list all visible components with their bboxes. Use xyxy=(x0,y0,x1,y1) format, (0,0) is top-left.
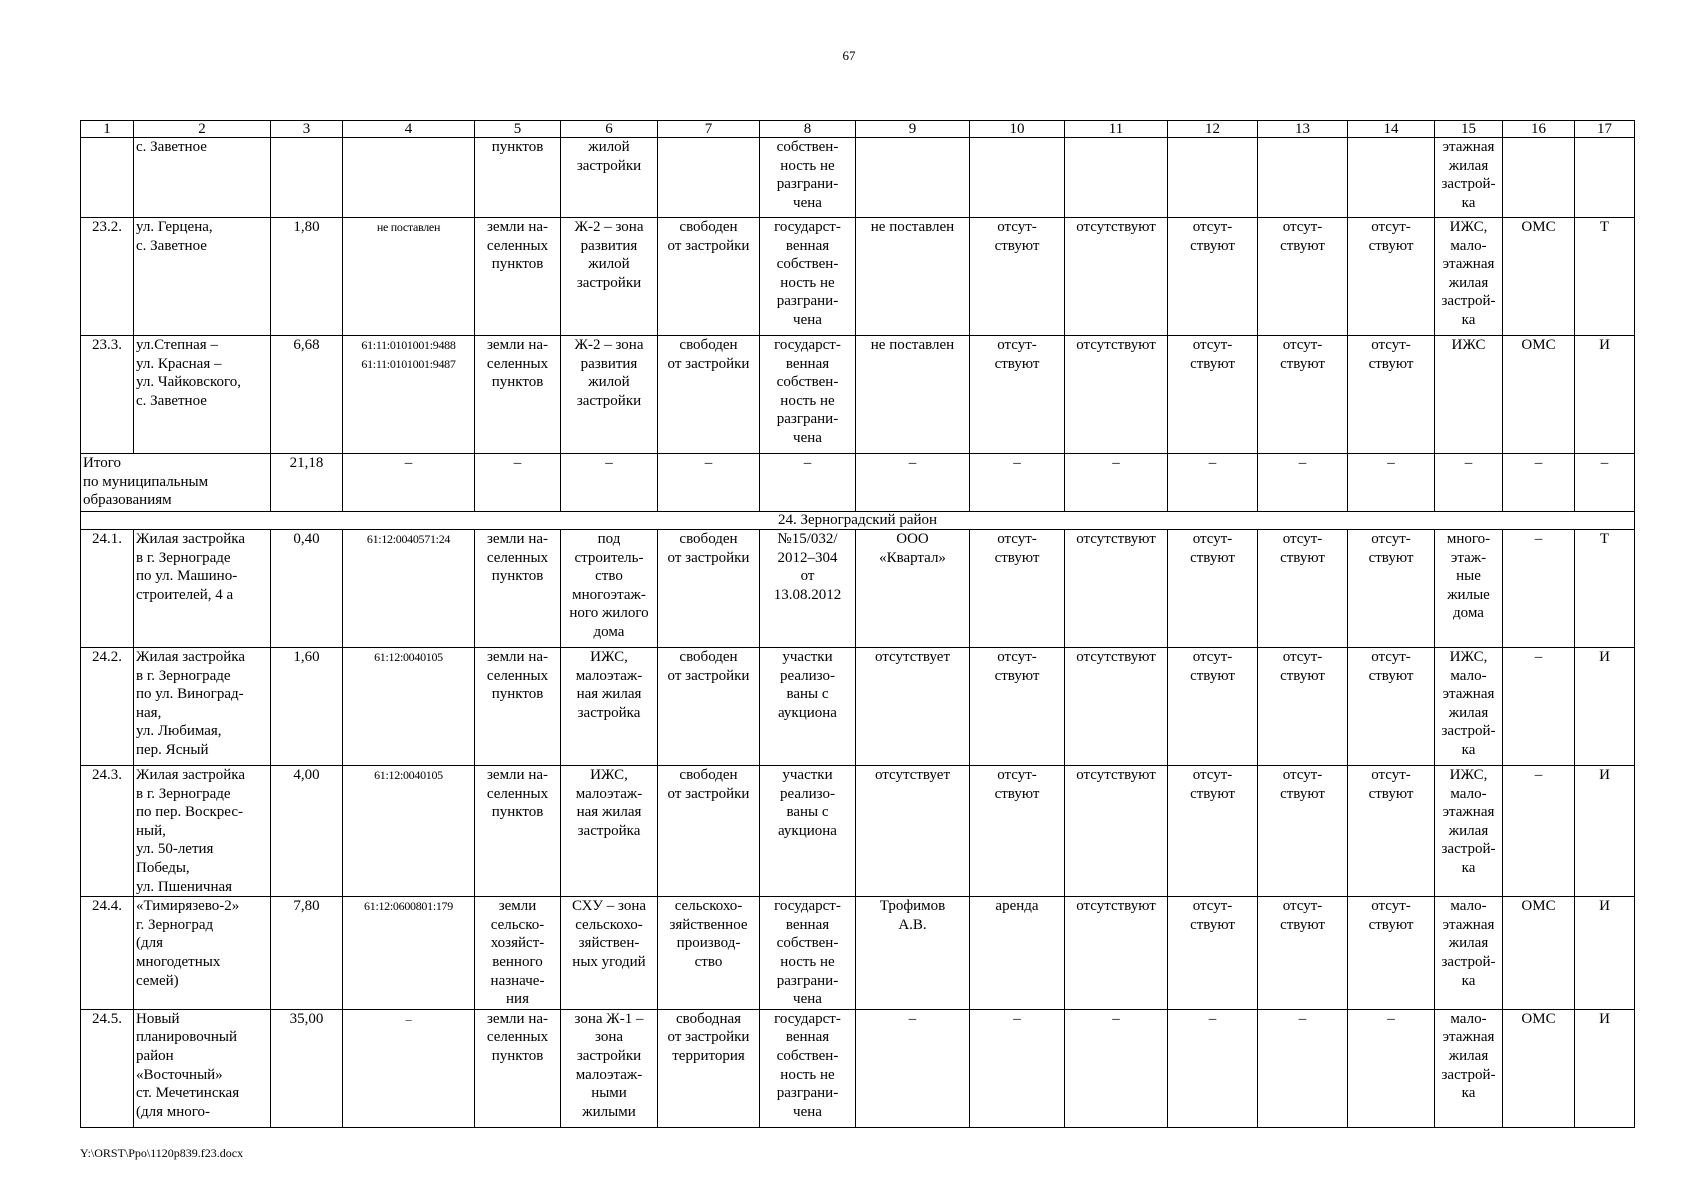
cell-zone: под строитель- ство многоэтаж- ного жилого дома xyxy=(561,530,658,648)
cell-location: Жилая застройка в г. Зернограде по пер. Воскрес- ный, ул. 50-летия Победы, ул. Пшеничная xyxy=(134,766,271,897)
total-label: Итого по муниципальным образованиям xyxy=(81,454,271,512)
cell-type: И xyxy=(1575,336,1635,454)
cell-authority: – xyxy=(1503,530,1575,648)
cell-land-category: пунктов xyxy=(475,138,561,218)
cell-col-13: отсут- ствуют xyxy=(1258,218,1348,336)
cell-col-12: отсут- ствуют xyxy=(1168,897,1258,1010)
cell-location: Жилая застройка в г. Зернограде по ул. Машино- строителей, 4 а xyxy=(134,530,271,648)
cell-row-number: 24.1. xyxy=(81,530,134,648)
cell-area: 1,60 xyxy=(271,648,343,766)
cell-land-category: земли на- селенных пунктов xyxy=(475,530,561,648)
cell-zone: жилой застройки xyxy=(561,138,658,218)
cell-usage-status: свободен от застройки xyxy=(658,766,760,897)
cell-ownership: участки реализо- ваны с аукциона xyxy=(760,648,856,766)
cell-permitted-use: ИЖС xyxy=(1435,336,1503,454)
cell-encumbrances: отсут- ствуют xyxy=(970,530,1065,648)
land-plots-table xyxy=(80,120,1635,1128)
table-row xyxy=(81,530,1635,648)
cell-ownership: участки реализо- ваны с аукциона xyxy=(760,766,856,897)
cell-col-12: отсут- ствуют xyxy=(1168,336,1258,454)
cell-zone: Ж-2 – зона развития жилой застройки xyxy=(561,336,658,454)
cell-right-holder: не поставлен xyxy=(856,336,970,454)
cell-authority: ОМС xyxy=(1503,897,1575,1010)
cell-land-category: земли на- селенных пунктов xyxy=(475,336,561,454)
cell-right-holder xyxy=(856,138,970,218)
cell-row-number: 24.3. xyxy=(81,766,134,897)
cell-col-12: отсут- ствуют xyxy=(1168,648,1258,766)
cell-encumbrances: отсут- ствуют xyxy=(970,766,1065,897)
cell-usage-status: свободен от застройки xyxy=(658,530,760,648)
cell-land-category: земли на- селенных пунктов xyxy=(475,1009,561,1127)
file-path-footer: Y:\ORST\Ppo\1120p839.f23.docx xyxy=(80,1146,244,1160)
cell-right-holder: отсутствует xyxy=(856,648,970,766)
cell-ownership: собствен- ность не разграни- чена xyxy=(760,138,856,218)
cell-authority: ОМС xyxy=(1503,218,1575,336)
cell-col-13: отсут- ствуют xyxy=(1258,766,1348,897)
cell-location: ул.Степная – ул. Красная – ул. Чайковского, с. Заветное xyxy=(134,336,271,454)
cell-right-holder: не поставлен xyxy=(856,218,970,336)
cell-encumbrances xyxy=(970,138,1065,218)
cell-ownership: государст- венная собствен- ность не разграни- чена xyxy=(760,336,856,454)
cell-col-13: отсут- ствуют xyxy=(1258,897,1348,1010)
table-row xyxy=(81,218,1635,336)
table-row xyxy=(81,648,1635,766)
cell-type: Т xyxy=(1575,530,1635,648)
cell-location: Жилая застройка в г. Зернограде по ул. Виноград- ная, ул. Любимая, пер. Ясный xyxy=(134,648,271,766)
cell-type: И xyxy=(1575,648,1635,766)
cell-row-number: 24.2. xyxy=(81,648,134,766)
cell-authority: ОМС xyxy=(1503,1009,1575,1127)
cell-ownership: государст- венная собствен- ность не разграни- чена xyxy=(760,897,856,1010)
cell-ownership: №15/032/ 2012–304 от 13.08.2012 xyxy=(760,530,856,648)
cell-encumbrances: отсут- ствуют xyxy=(970,218,1065,336)
cell-cadastral-number: 61:11:0101001:9488 61:11:0101001:9487 xyxy=(343,336,475,454)
cell-col-12: отсут- ствуют xyxy=(1168,530,1258,648)
cell-row-number: 24.5. xyxy=(81,1009,134,1127)
cell-usage-status: свободен от застройки xyxy=(658,218,760,336)
cell-area: 1,80 xyxy=(271,218,343,336)
cell-col-14: отсут- ствуют xyxy=(1348,336,1435,454)
cell-cadastral-number: 61:12:0040571:24 xyxy=(343,530,475,648)
cell-area: 7,80 xyxy=(271,897,343,1010)
cell-col-14: отсут- ствуют xyxy=(1348,218,1435,336)
cell-authority: – xyxy=(1503,766,1575,897)
cell-location: «Тимирязево-2» г. Зерноград (для многодетных семей) xyxy=(134,897,271,1010)
cell-usage-status: свободная от застройки территория xyxy=(658,1009,760,1127)
cell-cadastral-number xyxy=(343,138,475,218)
cell-zone: зона Ж-1 – зона застройки малоэтаж- ными жилыми xyxy=(561,1009,658,1127)
cell-cadastral-number: – xyxy=(343,1009,475,1127)
cell-area: 35,00 xyxy=(271,1009,343,1127)
cell-permitted-use: мало- этажная жилая застрой- ка xyxy=(1435,1009,1503,1127)
cell-type: И xyxy=(1575,897,1635,1010)
cell-restrictions: отсутствуют xyxy=(1065,218,1168,336)
cell-restrictions: отсутствуют xyxy=(1065,336,1168,454)
cell-permitted-use: ИЖС, мало- этажная жилая застрой- ка xyxy=(1435,766,1503,897)
cell-usage-status: свободен от застройки xyxy=(658,336,760,454)
cell-permitted-use: мало- этажная жилая застрой- ка xyxy=(1435,897,1503,1010)
cell-land-category: земли на- селенных пунктов xyxy=(475,766,561,897)
cell-zone: Ж-2 – зона развития жилой застройки xyxy=(561,218,658,336)
cell-usage-status: свободен от застройки xyxy=(658,648,760,766)
cell-location: с. Заветное xyxy=(134,138,271,218)
table-row xyxy=(81,1009,1635,1127)
cell-cadastral-number: 61:12:0040105 xyxy=(343,766,475,897)
cell-col-12: – xyxy=(1168,1009,1258,1127)
cell-area: 0,40 xyxy=(271,530,343,648)
total-area: 21,18 xyxy=(271,454,343,512)
cell-area xyxy=(271,138,343,218)
cell-usage-status: сельскохо- зяйственное производ- ство xyxy=(658,897,760,1010)
cell-col-13: отсут- ствуют xyxy=(1258,530,1348,648)
cell-land-category: земли на- селенных пунктов xyxy=(475,648,561,766)
table-row xyxy=(81,138,1635,218)
table-row xyxy=(81,897,1635,1010)
cell-zone: ИЖС, малоэтаж- ная жилая застройка xyxy=(561,766,658,897)
cell-permitted-use: ИЖС, мало- этажная жилая застрой- ка xyxy=(1435,648,1503,766)
column-number-row: 1 2 3 4 5 6 7 8 9 10 11 12 13 14 15 16 17 xyxy=(81,121,1635,138)
cell-col-14: отсут- ствуют xyxy=(1348,648,1435,766)
cell-row-number: 23.3. xyxy=(81,336,134,454)
table-row xyxy=(81,336,1635,454)
cell-cadastral-number: не поставлен xyxy=(343,218,475,336)
cell-col-12: отсут- ствуют xyxy=(1168,766,1258,897)
cell-right-holder: отсутствует xyxy=(856,766,970,897)
cell-area: 4,00 xyxy=(271,766,343,897)
cell-ownership: государст- венная собствен- ность не разграни- чена xyxy=(760,218,856,336)
cell-restrictions: отсутствуют xyxy=(1065,766,1168,897)
cell-type: Т xyxy=(1575,218,1635,336)
table-row xyxy=(81,766,1635,897)
cell-cadastral-number: 61:12:0040105 xyxy=(343,648,475,766)
cell-col-13: отсут- ствуют xyxy=(1258,336,1348,454)
cell-type: И xyxy=(1575,1009,1635,1127)
cell-col-12 xyxy=(1168,138,1258,218)
cell-zone: СХУ – зона сельскохо- зяйствен- ных угодий xyxy=(561,897,658,1010)
cell-right-holder: Трофимов А.В. xyxy=(856,897,970,1010)
cell-col-14: – xyxy=(1348,1009,1435,1127)
cell-restrictions: отсутствуют xyxy=(1065,648,1168,766)
cell-land-category: земли сельско- хозяйст- венного назначе- ния xyxy=(475,897,561,1010)
cell-col-13: – xyxy=(1258,1009,1348,1127)
cell-land-category: земли на- селенных пунктов xyxy=(475,218,561,336)
cell-restrictions: отсутствуют xyxy=(1065,530,1168,648)
cell-encumbrances: аренда xyxy=(970,897,1065,1010)
cell-ownership: государст- венная собствен- ность не разграни- чена xyxy=(760,1009,856,1127)
cell-authority: – xyxy=(1503,648,1575,766)
cell-cadastral-number: 61:12:0600801:179 xyxy=(343,897,475,1010)
cell-restrictions xyxy=(1065,138,1168,218)
page-number: 67 xyxy=(842,48,856,63)
cell-col-14: отсут- ствуют xyxy=(1348,897,1435,1010)
cell-area: 6,68 xyxy=(271,336,343,454)
cell-type xyxy=(1575,138,1635,218)
cell-row-number xyxy=(81,138,134,218)
cell-row-number: 23.2. xyxy=(81,218,134,336)
cell-authority: ОМС xyxy=(1503,336,1575,454)
cell-type: И xyxy=(1575,766,1635,897)
cell-right-holder: – xyxy=(856,1009,970,1127)
cell-permitted-use: этажная жилая застрой- ка xyxy=(1435,138,1503,218)
cell-col-14 xyxy=(1348,138,1435,218)
cell-permitted-use: ИЖС, мало- этажная жилая застрой- ка xyxy=(1435,218,1503,336)
total-row: Итого по муниципальным образованиям 21,18 – – – – – – – – – – – – – – xyxy=(81,454,1635,512)
cell-restrictions: отсутствуют xyxy=(1065,897,1168,1010)
cell-col-13: отсут- ствуют xyxy=(1258,648,1348,766)
cell-location: ул. Герцена, с. Заветное xyxy=(134,218,271,336)
cell-restrictions: – xyxy=(1065,1009,1168,1127)
cell-encumbrances: отсут- ствуют xyxy=(970,648,1065,766)
cell-right-holder: ООО «Квартал» xyxy=(856,530,970,648)
cell-col-14: отсут- ствуют xyxy=(1348,530,1435,648)
cell-zone: ИЖС, малоэтаж- ная жилая застройка xyxy=(561,648,658,766)
cell-authority xyxy=(1503,138,1575,218)
cell-permitted-use: много- этаж- ные жилые дома xyxy=(1435,530,1503,648)
cell-col-14: отсут- ствуют xyxy=(1348,766,1435,897)
cell-location: Новый планировочный район «Восточный» ст. Мечетинская (для много- xyxy=(134,1009,271,1127)
cell-row-number: 24.4. xyxy=(81,897,134,1010)
cell-encumbrances: – xyxy=(970,1009,1065,1127)
cell-usage-status xyxy=(658,138,760,218)
cell-encumbrances: отсут- ствуют xyxy=(970,336,1065,454)
section-title: 24. Зерноградский район xyxy=(81,512,1635,530)
cell-col-13 xyxy=(1258,138,1348,218)
section-heading-row xyxy=(81,512,1635,530)
cell-col-12: отсут- ствуют xyxy=(1168,218,1258,336)
